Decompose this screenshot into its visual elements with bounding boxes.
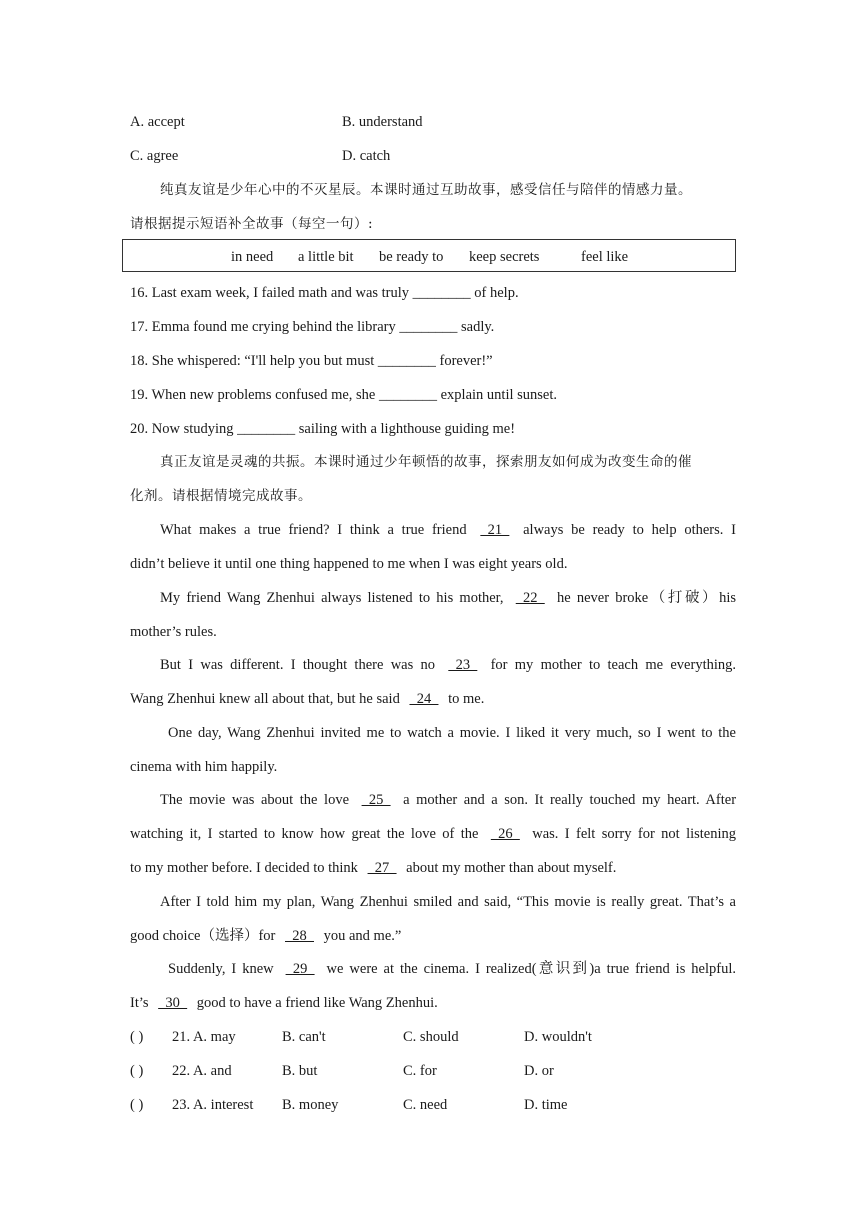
paragraph-6-line1: After I told him my plan, Wang Zhenhui smiled and said, “This movie is really great. That’s a [160, 894, 736, 910]
blank-28: 28 [285, 928, 314, 944]
phrase-5: feel like [581, 249, 629, 265]
q21-option-d: D. wouldn't [524, 1029, 592, 1045]
text: was. I felt sorry for not listening [532, 826, 737, 842]
paragraph-1-line2: didn’t believe it until one thing happened to me when I was eight years old. [130, 556, 568, 572]
answer-paren: ( ) [130, 1097, 144, 1113]
q22-option-d: D. or [524, 1063, 554, 1079]
option-a: A. accept [130, 114, 185, 130]
q21-option-a: 21. A. may [172, 1029, 236, 1045]
text: The movie was about the love [160, 792, 350, 808]
section1-intro-line1: 纯真友谊是少年心中的不灭星辰。本课时通过互助故事，感受信任与陪伴的情感力量。 [160, 182, 692, 198]
text: we were at the cinema. I realized(意识到)a true friend is helpful. [326, 961, 737, 977]
answer-paren: ( ) [130, 1029, 144, 1045]
answer-paren: ( ) [130, 1063, 144, 1079]
option-c: C. agree [130, 148, 179, 164]
q23-option-a: 23. A. interest [172, 1097, 254, 1113]
option-b: B. understand [342, 114, 423, 130]
option-d: D. catch [342, 148, 391, 164]
q23-option-b: B. money [282, 1097, 339, 1113]
text: you and me.” [323, 928, 402, 944]
paragraph-7-line1 [168, 959, 736, 979]
q23-option-c: C. need [403, 1097, 448, 1113]
q21-option-c: C. should [403, 1029, 459, 1045]
blank-24: 24 [409, 691, 439, 707]
text: My friend Wang Zhenhui always listened to his mother, [160, 590, 504, 606]
paragraph-4-line2: cinema with him happily. [130, 759, 278, 775]
section2-intro-line1: 真正友谊是灵魂的共振。本课时通过少年顿悟的故事，探索朋友如何成为改变生命的催 [160, 454, 692, 470]
paragraph-2-line1 [160, 588, 736, 608]
sentence-18: 18. She whispered: “I'll help you but must ________ forever!” [130, 353, 493, 369]
blank-22: 22 [515, 590, 545, 606]
text: But I was different. I thought there was no [160, 657, 436, 673]
paragraph-4-line1: One day, Wang Zhenhui invited me to watch a movie. I liked it very much, so I went to the [168, 725, 736, 741]
text: to my mother before. I decided to think [130, 860, 358, 876]
paragraph-5-line1 [160, 790, 736, 810]
paragraph-3-line1 [160, 655, 736, 675]
blank-21: 21 [480, 522, 510, 538]
sentence-20: 20. Now studying ________ sailing with a lighthouse guiding me! [130, 421, 516, 437]
blank-25: 25 [361, 792, 391, 808]
phrase-box [122, 239, 736, 272]
phrase-2: a little bit [298, 249, 354, 265]
q22-option-c: C. for [403, 1063, 437, 1079]
sentence-16: 16. Last exam week, I failed math and was truly ________ of help. [130, 285, 519, 301]
text: good to have a friend like Wang Zhenhui. [196, 995, 438, 1011]
paragraph-3-line2 [130, 689, 736, 709]
paragraph-5-line3 [130, 858, 736, 878]
text: Wang Zhenhui knew all about that, but he said [130, 691, 400, 707]
blank-27: 27 [367, 860, 397, 876]
blank-29: 29 [285, 961, 315, 977]
text: What makes a true friend? I think a true friend [160, 522, 467, 538]
text: good choice（选择）for [130, 928, 276, 944]
text: It’s [130, 995, 149, 1011]
phrase-4: keep secrets [469, 249, 540, 265]
paragraph-1-line1 [160, 520, 736, 540]
text: a mother and a son. It really touched my heart. After [403, 792, 737, 808]
text: for my mother to teach me everything. [490, 657, 736, 673]
q22-option-a: 22. A. and [172, 1063, 232, 1079]
paragraph-6-line2 [130, 926, 736, 946]
section1-intro-line2: 请根据提示短语补全故事（每空一句）: [130, 216, 374, 232]
blank-30: 30 [158, 995, 188, 1011]
text: he never broke（打破）his [556, 590, 737, 606]
q22-option-b: B. but [282, 1063, 318, 1079]
text: always be ready to help others. I [523, 522, 736, 538]
blank-23: 23 [448, 657, 478, 673]
q23-option-d: D. time [524, 1097, 568, 1113]
text: to me. [448, 691, 485, 707]
paragraph-7-line2 [130, 993, 736, 1013]
paragraph-5-line2 [130, 824, 736, 844]
text: Suddenly, I knew [168, 961, 274, 977]
text: about my mother than about myself. [406, 860, 617, 876]
phrase-1: in need [231, 249, 274, 265]
blank-26: 26 [490, 826, 520, 842]
sentence-19: 19. When new problems confused me, she ________ explain until sunset. [130, 387, 558, 403]
paragraph-2-line2: mother’s rules. [130, 624, 217, 640]
sentence-17: 17. Emma found me crying behind the library ________ sadly. [130, 319, 495, 335]
q21-option-b: B. can't [282, 1029, 326, 1045]
text: watching it, I started to know how great the love of the [130, 826, 479, 842]
phrase-3: be ready to [379, 249, 444, 265]
section2-intro-line2: 化剂。请根据情境完成故事。 [130, 488, 312, 504]
